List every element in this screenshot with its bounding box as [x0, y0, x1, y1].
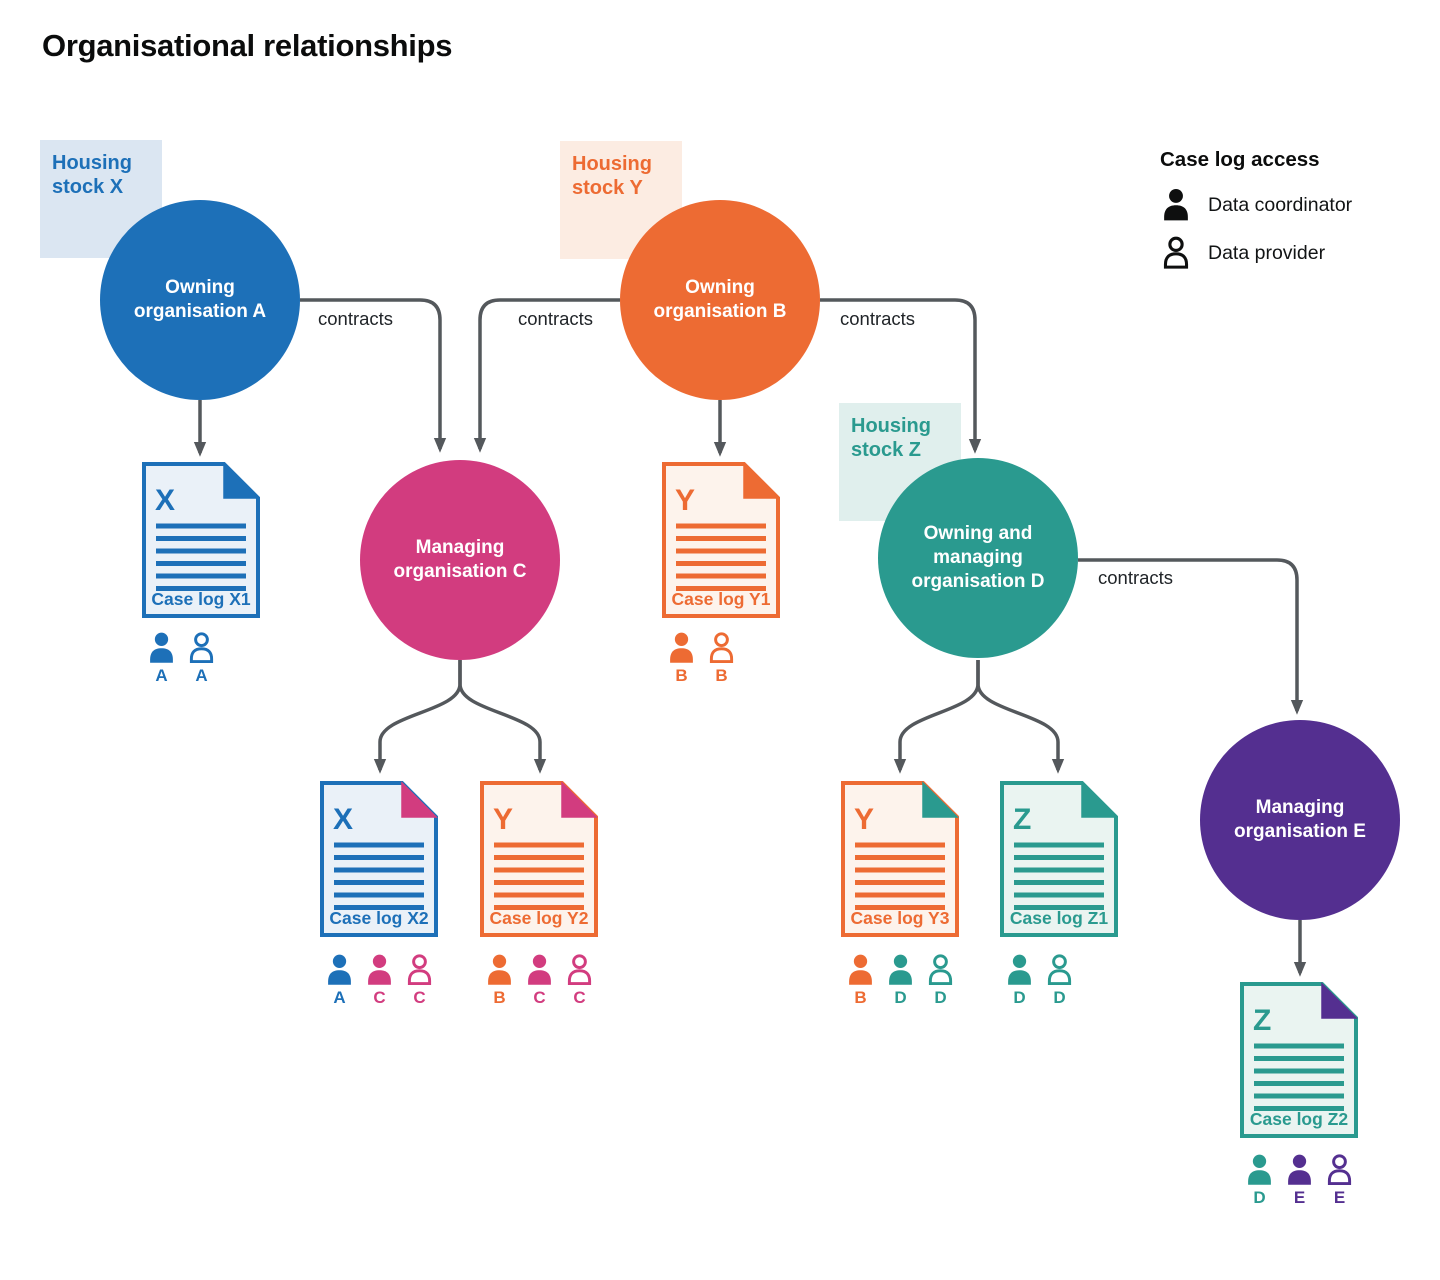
person-outline-icon — [1044, 954, 1075, 986]
access-person — [484, 954, 515, 1008]
person-filled-icon — [1284, 1154, 1315, 1186]
access-row-x1 — [146, 632, 217, 686]
person-filled-icon — [146, 632, 177, 664]
person-outline-icon — [564, 954, 595, 986]
access-row-y3 — [845, 954, 956, 1008]
doc-title: Case log X2 — [329, 908, 429, 928]
access-letter: D — [894, 988, 907, 1007]
access-letter: D — [934, 988, 947, 1007]
doc-title: Case log Z2 — [1249, 1109, 1349, 1129]
access-letter: A — [155, 666, 168, 685]
access-person — [364, 954, 395, 1008]
doc-letter: Y — [493, 803, 514, 836]
person-filled-icon — [845, 954, 876, 986]
connector-c-to-caselog-x2 — [380, 660, 460, 770]
doc-title: Case log Y1 — [671, 589, 771, 609]
connector-d-to-caselog-z1 — [978, 660, 1058, 770]
contracts-label-a-c: contracts — [318, 308, 394, 329]
person-filled-icon — [1160, 188, 1192, 222]
access-person — [1004, 954, 1035, 1008]
access-letter: E — [1293, 1188, 1306, 1207]
person-filled-icon — [666, 632, 697, 664]
case-log-y2-document — [480, 781, 598, 937]
case-log-y3-document — [841, 781, 959, 937]
access-person — [666, 632, 697, 686]
org-b-label: Owning organisation B — [653, 277, 787, 322]
access-letter: C — [533, 988, 546, 1007]
access-letter: A — [333, 988, 346, 1007]
access-person — [146, 632, 177, 686]
person-filled-icon — [324, 954, 355, 986]
legend-label: Data provider — [1208, 241, 1326, 264]
legend-item-data-coordinator — [1160, 188, 1352, 222]
person-outline-icon — [1160, 236, 1192, 270]
connector-d-to-caselog-y3 — [900, 660, 978, 770]
access-letter: E — [1333, 1188, 1346, 1207]
org-circle-a — [100, 200, 300, 400]
housing-stock-x-label: Housing stock X — [40, 140, 162, 258]
access-person — [1324, 1154, 1355, 1208]
page-title: Organisational relationships — [42, 28, 453, 63]
access-letter: C — [413, 988, 426, 1007]
org-a-label: Owning organisation A — [133, 277, 267, 322]
person-filled-icon — [1004, 954, 1035, 986]
housing-stock-z-label: Housing stock Z — [839, 403, 961, 521]
person-filled-icon — [885, 954, 916, 986]
person-outline-icon — [1324, 1154, 1355, 1186]
access-letter: C — [573, 988, 586, 1007]
access-row-x2 — [324, 954, 435, 1008]
access-letter: C — [373, 988, 386, 1007]
connector-c-to-caselog-y2 — [460, 660, 540, 770]
access-person — [404, 954, 435, 1008]
case-log-x1-document — [142, 462, 260, 618]
person-outline-icon — [706, 632, 737, 664]
contracts-label-b-d: contracts — [840, 308, 916, 329]
org-circle-e — [1200, 720, 1400, 920]
org-e-label: Managing organisation E — [1234, 797, 1366, 842]
person-outline-icon — [925, 954, 956, 986]
housing-stock-y-label: Housing stock Y — [560, 141, 682, 259]
legend-label: Data coordinator — [1208, 193, 1353, 216]
access-person — [1044, 954, 1075, 1008]
case-log-x2-document — [320, 781, 438, 937]
access-person — [524, 954, 555, 1008]
access-person — [845, 954, 876, 1008]
person-outline-icon — [404, 954, 435, 986]
doc-letter: Y — [675, 484, 696, 517]
access-row-z1 — [1004, 954, 1075, 1008]
legend — [1160, 148, 1352, 284]
doc-letter: Z — [1013, 803, 1032, 836]
doc-title: Case log Y3 — [850, 908, 950, 928]
access-person — [186, 632, 217, 686]
access-row-y1 — [666, 632, 737, 686]
person-filled-icon — [524, 954, 555, 986]
legend-item-data-provider — [1160, 236, 1352, 270]
legend-title: Case log access — [1160, 148, 1320, 171]
doc-title: Case log X1 — [151, 589, 251, 609]
access-person — [1244, 1154, 1275, 1208]
access-person — [925, 954, 956, 1008]
person-filled-icon — [1244, 1154, 1275, 1186]
doc-title: Case log Y2 — [489, 908, 589, 928]
access-letter: A — [195, 666, 208, 685]
access-letter: D — [1253, 1188, 1266, 1207]
access-row-z2 — [1244, 1154, 1355, 1208]
case-log-z1-document — [1000, 781, 1118, 937]
access-letter: D — [1053, 988, 1066, 1007]
access-letter: B — [854, 988, 867, 1007]
doc-letter: Y — [854, 803, 875, 836]
access-person — [1284, 1154, 1315, 1208]
access-letter: B — [715, 666, 728, 685]
access-letter: D — [1013, 988, 1026, 1007]
case-log-z2-document — [1240, 982, 1358, 1138]
org-circle-c — [360, 460, 560, 660]
access-person — [885, 954, 916, 1008]
access-row-y2 — [484, 954, 595, 1008]
access-person — [564, 954, 595, 1008]
doc-letter: X — [155, 484, 176, 517]
access-person — [706, 632, 737, 686]
access-letter: B — [675, 666, 688, 685]
case-log-y1-document — [662, 462, 780, 618]
person-filled-icon — [484, 954, 515, 986]
doc-letter: X — [333, 803, 354, 836]
contracts-label-d-e: contracts — [1098, 567, 1174, 588]
access-letter: B — [493, 988, 506, 1007]
access-person — [324, 954, 355, 1008]
org-circle-d — [878, 458, 1078, 658]
doc-letter: Z — [1253, 1004, 1272, 1037]
org-c-label: Managing organisation C — [393, 537, 527, 582]
org-circle-b — [620, 200, 820, 400]
person-filled-icon — [364, 954, 395, 986]
contracts-label-b-c: contracts — [518, 308, 594, 329]
person-outline-icon — [186, 632, 217, 664]
doc-title: Case log Z1 — [1009, 908, 1109, 928]
org-d-label: Owning and managing organisation D — [911, 523, 1045, 592]
